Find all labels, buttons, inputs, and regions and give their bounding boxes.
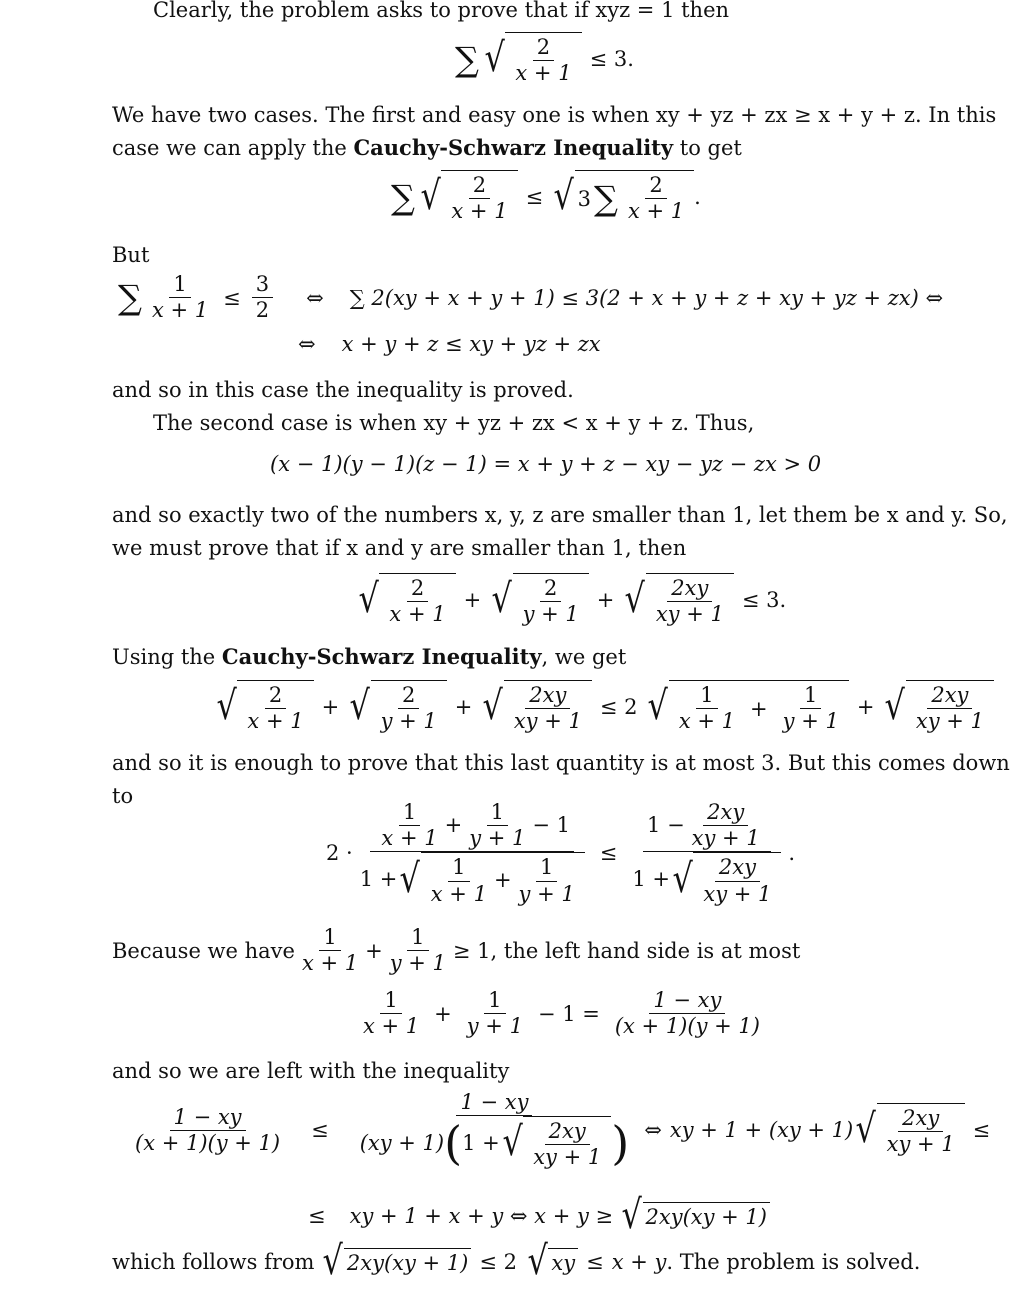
- paragraph-intro: Clearly, the problem asks to prove that if xyz = 1 then: [153, 0, 730, 22]
- paragraph-conclusion: which follows from √ 2xy(xy + 1) ≤ 2 √ xy ≤ x + y . The problem is solved.: [112, 1238, 921, 1284]
- paragraph-case2: The second case is when xy + yz + zx < x + y + z. Thus,: [153, 411, 755, 435]
- equation-3b: ⇔ x + y + z ≤ xy + yz + zx: [298, 332, 601, 356]
- equation-7: 2 · 1 x + 1 + 1 y + 1 − 1 1 + √ 1 x + 1 + 1 y + 1 ≤ 1 − 2xy xy + 1 1 + √ 2xy xy + 1 .: [326, 800, 796, 906]
- paragraph-two-numbers: and so exactly two of the numbers x, y, z are smaller than 1, let them be x and y. So,: [112, 503, 1008, 527]
- equation-3a: ∑ $\frac{1}{x + 1}$ ≤ $\frac{3}{2}$ ⇔ ∑ 2(xy + x + y + 1) ≤ 3(2 + x + y + z + xy + yz + zx) ⇔: [118, 272, 944, 323]
- paragraph-left-with: and so we are left with the inequality: [112, 1059, 510, 1083]
- paragraph-enough: and so it is enough to prove that this last quantity is at most 3. But this comes down: [112, 751, 1010, 775]
- paragraph-cases: We have two cases. The first and easy one is when xy + yz + zx ≥ x + y + z. In this: [112, 103, 997, 127]
- paragraph-to: to: [112, 784, 134, 808]
- paragraph-because: Because we have 1 x + 1 + $\frac{1}{y + 1}$ ≥ 1, the left hand side is at most: [112, 925, 801, 976]
- equation-9b: ≤ xy + 1 + x + y ⇔ x + y ≥ √ 2xy(xy + 1): [300, 1196, 770, 1236]
- equation-6: √ 2 x + 1 + √ 2 y + 1 + √ 2xy xy + 1 ≤ 2 √ 1 x + 1 + $\frac{1}{y + 1}$ + √ 2xy xy + 1: [214, 680, 994, 734]
- equation-9a: $\frac{1 - xy}{(x + 1)(y + 1)}$ ≤ 1 − xy (xy + 1) ( 1 + √ 2xy xy + 1 ) ⇔ xy + 1 + (xy + 1) √ 2xy xy + 1 ≤: [135, 1090, 991, 1171]
- equation-2: ∑ √ 2 x + 1 ≤ √ 3 ∑ 2 x + 1 .: [388, 170, 701, 224]
- paragraph-case1-done: and so in this case the inequality is proved.: [112, 378, 574, 402]
- paragraph-cs: case we can apply the Cauchy-Schwarz Inequality to get: [112, 135, 742, 160]
- paragraph-must-prove: we must prove that if x and y are smaller than 1, then: [112, 536, 687, 560]
- paragraph-using-cs: Using the Cauchy-Schwarz Inequality, we get: [112, 644, 627, 669]
- equation-8: 1 x + 1 + $\frac{1}{y + 1}$ − 1 = $\frac{1 - xy}{(x + 1)(y + 1)}$: [363, 988, 760, 1039]
- equation-1: ∑ √ 2 x + 1 ≤ 3.: [452, 32, 642, 86]
- but-label: But: [112, 243, 150, 267]
- equation-4: (x − 1)(y − 1)(z − 1) = x + y + z − xy − yz − zx > 0: [270, 452, 822, 476]
- equation-5: √ 2 x + 1 + √ 2 y + 1 + √ 2xy xy + 1 ≤ 3.: [356, 573, 794, 627]
